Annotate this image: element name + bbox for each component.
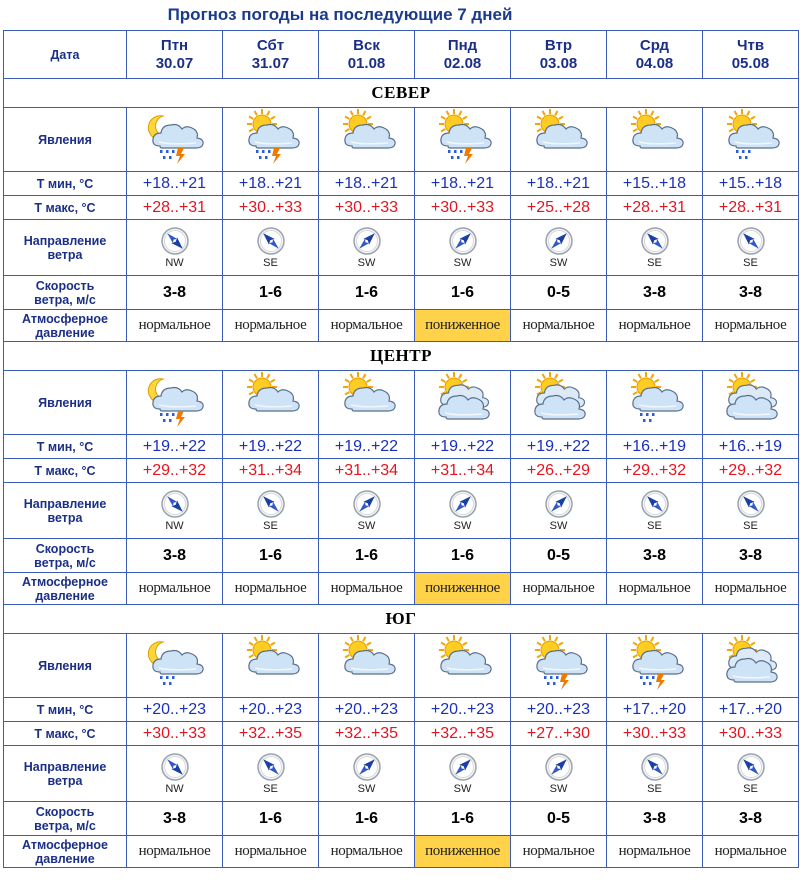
tmin-value: +16..+19 — [607, 435, 703, 459]
pressure-value: нормальное — [703, 310, 799, 342]
forecast-table — [3, 30, 799, 868]
tmax-value: +31..+34 — [415, 459, 511, 483]
sun-cloud-rain-thunder-icon — [415, 108, 510, 171]
wind-direction-value: SW — [357, 257, 376, 269]
sun-cloud-icon — [319, 371, 414, 434]
sun-clouds-icon — [415, 371, 510, 434]
compass-arrow-icon — [736, 489, 766, 519]
wind-direction-value: SW — [453, 257, 472, 269]
tmax-value: +30..+33 — [223, 196, 319, 220]
sun-clouds-icon — [511, 371, 606, 434]
compass-arrow-icon — [640, 489, 670, 519]
tmin-value: +18..+21 — [415, 172, 511, 196]
day-header-1 — [223, 31, 319, 79]
wind-speed-value: 1-6 — [415, 539, 511, 573]
day-date: 02.08 — [443, 54, 482, 72]
wind-speed-value: 3-8 — [703, 276, 799, 310]
compass-arrow-icon — [256, 226, 286, 256]
sun-clouds-icon — [703, 371, 798, 434]
pressure-value: нормальное — [511, 310, 607, 342]
pressure-value: нормальное — [127, 573, 223, 605]
pressure-value: нормальное — [319, 573, 415, 605]
wind-speed-value: 1-6 — [415, 802, 511, 836]
compass-arrow-icon — [736, 752, 766, 782]
sun-cloud-icon — [511, 108, 606, 171]
compass-arrow-icon — [544, 752, 574, 782]
sun-cloud-rain-icon — [703, 108, 798, 171]
tmax-value: +27..+30 — [511, 722, 607, 746]
day-header-3 — [415, 31, 511, 79]
compass-arrow-icon — [640, 752, 670, 782]
tmin-value: +19..+22 — [127, 435, 223, 459]
wind-speed-value: 1-6 — [319, 802, 415, 836]
day-name: Птн — [160, 36, 189, 54]
pressure-label: Атмосферное давление — [4, 573, 127, 605]
tmax-label: Т макс, °С — [4, 459, 127, 483]
compass-arrow-icon — [352, 752, 382, 782]
tmin-value: +18..+21 — [511, 172, 607, 196]
pressure-value: нормальное — [223, 310, 319, 342]
tmin-value: +19..+22 — [415, 435, 511, 459]
wind-direction-value: SW — [357, 520, 376, 532]
tmax-value: +30..+33 — [127, 722, 223, 746]
tmin-label: Т мин, °С — [4, 698, 127, 722]
tmax-label: Т макс, °С — [4, 196, 127, 220]
tmax-value: +28..+31 — [127, 196, 223, 220]
day-date: 31.07 — [251, 54, 290, 72]
pressure-value: нормальное — [607, 836, 703, 868]
tmax-value: +31..+34 — [319, 459, 415, 483]
wind-direction-value: SW — [357, 783, 376, 795]
pressure-value: пониженное — [415, 310, 511, 342]
tmin-value: +20..+23 — [127, 698, 223, 722]
pressure-label: Атмосферное давление — [4, 310, 127, 342]
moon-cloud-rain-thunder-icon — [127, 371, 222, 434]
tmax-value: +32..+35 — [319, 722, 415, 746]
tmax-value: +30..+33 — [703, 722, 799, 746]
tmax-value: +29..+32 — [607, 459, 703, 483]
sun-cloud-icon — [607, 108, 702, 171]
tmin-label: Т мин, °С — [4, 172, 127, 196]
tmin-value: +20..+23 — [319, 698, 415, 722]
tmax-value: +32..+35 — [223, 722, 319, 746]
wind-direction-value: SE — [263, 520, 278, 532]
wind-direction-value: SE — [647, 257, 662, 269]
tmin-value: +18..+21 — [223, 172, 319, 196]
tmin-label: Т мин, °С — [4, 435, 127, 459]
wind-speed-value: 1-6 — [223, 276, 319, 310]
tmax-value: +31..+34 — [223, 459, 319, 483]
region-title: ЦЕНТР — [4, 342, 799, 371]
day-header-5 — [607, 31, 703, 79]
moon-cloud-rain-thunder-icon — [127, 108, 222, 171]
wind-speed-value: 0-5 — [511, 276, 607, 310]
wind-direction-value: SE — [743, 783, 758, 795]
wind-speed-value: 1-6 — [223, 539, 319, 573]
pressure-value: нормальное — [511, 573, 607, 605]
wind-speed-value: 1-6 — [319, 539, 415, 573]
phenomena-label: Явления — [4, 371, 127, 435]
wind-direction-label: Направление ветра — [4, 746, 127, 802]
day-name: Пнд — [447, 36, 478, 54]
tmax-value: +28..+31 — [607, 196, 703, 220]
day-date: 30.07 — [155, 54, 194, 72]
pressure-value: нормальное — [703, 573, 799, 605]
compass-arrow-icon — [448, 752, 478, 782]
day-name: Чтв — [736, 36, 765, 54]
wind-direction-value: SW — [453, 520, 472, 532]
tmin-value: +20..+23 — [415, 698, 511, 722]
pressure-value: нормальное — [607, 573, 703, 605]
wind-direction-value: SE — [263, 783, 278, 795]
wind-speed-value: 1-6 — [319, 276, 415, 310]
wind-speed-value: 3-8 — [607, 276, 703, 310]
page-title: Прогноз погоды на последующие 7 дней — [167, 5, 513, 24]
pressure-value: нормальное — [703, 836, 799, 868]
compass-arrow-icon — [352, 226, 382, 256]
compass-arrow-icon — [640, 226, 670, 256]
wind-speed-value: 3-8 — [703, 539, 799, 573]
wind-direction-value: SE — [263, 257, 278, 269]
wind-direction-value: SE — [647, 520, 662, 532]
wind-speed-value: 3-8 — [607, 802, 703, 836]
day-header-6 — [703, 31, 799, 79]
pressure-value: нормальное — [319, 310, 415, 342]
sun-cloud-rain-thunder-icon — [607, 634, 702, 697]
wind-speed-value: 1-6 — [415, 276, 511, 310]
wind-speed-label: Скорость ветра, м/с — [4, 276, 127, 310]
wind-speed-value: 3-8 — [127, 276, 223, 310]
date-header: Дата — [4, 31, 127, 79]
wind-direction-value: SW — [453, 783, 472, 795]
day-date: 05.08 — [731, 54, 770, 72]
tmin-value: +17..+20 — [607, 698, 703, 722]
sun-clouds-icon — [703, 634, 798, 697]
wind-direction-value: SE — [743, 520, 758, 532]
wind-direction-value: SE — [743, 257, 758, 269]
tmax-value: +26..+29 — [511, 459, 607, 483]
moon-cloud-rain-icon — [127, 634, 222, 697]
sun-cloud-icon — [319, 634, 414, 697]
compass-arrow-icon — [544, 489, 574, 519]
pressure-value: нормальное — [127, 310, 223, 342]
pressure-value: нормальное — [223, 836, 319, 868]
tmax-value: +30..+33 — [319, 196, 415, 220]
wind-speed-value: 3-8 — [703, 802, 799, 836]
sun-cloud-rain-thunder-icon — [223, 108, 318, 171]
wind-direction-value: NW — [165, 257, 184, 269]
compass-arrow-icon — [544, 226, 574, 256]
compass-arrow-icon — [736, 226, 766, 256]
tmin-value: +16..+19 — [703, 435, 799, 459]
day-date: 01.08 — [347, 54, 386, 72]
wind-direction-label: Направление ветра — [4, 483, 127, 539]
pressure-value: нормальное — [223, 573, 319, 605]
compass-arrow-icon — [256, 752, 286, 782]
tmin-value: +18..+21 — [127, 172, 223, 196]
compass-arrow-icon — [448, 226, 478, 256]
tmax-label: Т макс, °С — [4, 722, 127, 746]
tmax-value: +30..+33 — [415, 196, 511, 220]
tmin-value: +18..+21 — [319, 172, 415, 196]
pressure-value: нормальное — [319, 836, 415, 868]
wind-direction-value: SW — [549, 520, 568, 532]
tmax-value: +30..+33 — [607, 722, 703, 746]
compass-arrow-icon — [256, 489, 286, 519]
pressure-value: нормальное — [511, 836, 607, 868]
wind-direction-value: SW — [549, 783, 568, 795]
tmin-value: +17..+20 — [703, 698, 799, 722]
day-date: 04.08 — [635, 54, 674, 72]
tmax-value: +29..+32 — [127, 459, 223, 483]
wind-direction-value: SE — [647, 783, 662, 795]
phenomena-label: Явления — [4, 634, 127, 698]
sun-cloud-icon — [223, 634, 318, 697]
day-name: Сбт — [256, 36, 285, 54]
wind-speed-value: 3-8 — [127, 539, 223, 573]
wind-speed-value: 1-6 — [223, 802, 319, 836]
wind-speed-value: 3-8 — [607, 539, 703, 573]
pressure-label: Атмосферное давление — [4, 836, 127, 868]
wind-speed-label: Скорость ветра, м/с — [4, 802, 127, 836]
wind-speed-value: 0-5 — [511, 802, 607, 836]
tmin-value: +19..+22 — [511, 435, 607, 459]
tmin-value: +15..+18 — [607, 172, 703, 196]
compass-arrow-icon — [160, 752, 190, 782]
pressure-value: пониженное — [415, 573, 511, 605]
tmin-value: +20..+23 — [223, 698, 319, 722]
wind-speed-value: 3-8 — [127, 802, 223, 836]
wind-direction-value: NW — [165, 520, 184, 532]
wind-speed-label: Скорость ветра, м/с — [4, 539, 127, 573]
sun-cloud-icon — [223, 371, 318, 434]
region-title: СЕВЕР — [4, 79, 799, 108]
compass-arrow-icon — [160, 489, 190, 519]
pressure-value: нормальное — [607, 310, 703, 342]
sun-cloud-rain-icon — [607, 371, 702, 434]
sun-cloud-rain-thunder-icon — [511, 634, 606, 697]
wind-direction-label: Направление ветра — [4, 220, 127, 276]
tmin-value: +20..+23 — [511, 698, 607, 722]
phenomena-label: Явления — [4, 108, 127, 172]
tmin-value: +19..+22 — [319, 435, 415, 459]
compass-arrow-icon — [448, 489, 478, 519]
day-name: Вск — [353, 36, 380, 54]
day-name: Срд — [639, 36, 670, 54]
compass-arrow-icon — [352, 489, 382, 519]
day-header-4 — [511, 31, 607, 79]
sun-cloud-icon — [319, 108, 414, 171]
wind-direction-value: SW — [549, 257, 568, 269]
tmax-value: +29..+32 — [703, 459, 799, 483]
tmax-value: +28..+31 — [703, 196, 799, 220]
wind-speed-value: 0-5 — [511, 539, 607, 573]
day-name: Втр — [544, 36, 573, 54]
tmin-value: +19..+22 — [223, 435, 319, 459]
day-header-2 — [319, 31, 415, 79]
pressure-value: нормальное — [127, 836, 223, 868]
pressure-value: пониженное — [415, 836, 511, 868]
tmax-value: +32..+35 — [415, 722, 511, 746]
day-date: 03.08 — [539, 54, 578, 72]
tmax-value: +25..+28 — [511, 196, 607, 220]
region-title: ЮГ — [4, 605, 799, 634]
day-header-0 — [127, 31, 223, 79]
tmin-value: +15..+18 — [703, 172, 799, 196]
wind-direction-value: NW — [165, 783, 184, 795]
sun-cloud-icon — [415, 634, 510, 697]
compass-arrow-icon — [160, 226, 190, 256]
